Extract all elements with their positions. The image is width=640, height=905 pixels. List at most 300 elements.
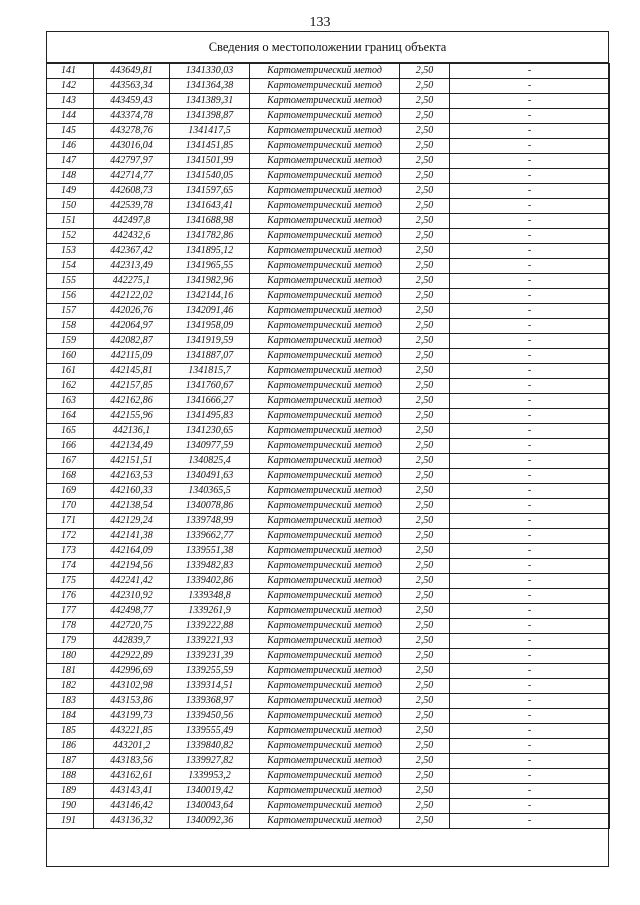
method-cell: Картометрический метод xyxy=(250,649,400,664)
method-cell: Картометрический метод xyxy=(250,499,400,514)
point-number-cell: 165 xyxy=(47,424,94,439)
method-cell: Картометрический метод xyxy=(250,724,400,739)
y-coordinate-cell: 1340078,86 xyxy=(170,499,250,514)
precision-cell: 2,50 xyxy=(400,589,450,604)
precision-cell: 2,50 xyxy=(400,499,450,514)
table-row xyxy=(47,529,610,544)
point-number-cell: 161 xyxy=(47,364,94,379)
description-cell: - xyxy=(450,784,610,799)
method-cell: Картометрический метод xyxy=(250,124,400,139)
table-row xyxy=(47,64,610,79)
page-number: 133 xyxy=(309,15,331,30)
description-cell: - xyxy=(450,439,610,454)
method-cell: Картометрический метод xyxy=(250,214,400,229)
table-row xyxy=(47,154,610,169)
precision-cell: 2,50 xyxy=(400,229,450,244)
precision-cell: 2,50 xyxy=(400,289,450,304)
point-number-cell: 156 xyxy=(47,289,94,304)
description-cell: - xyxy=(450,529,610,544)
y-coordinate-cell: 1341666,27 xyxy=(170,394,250,409)
description-cell: - xyxy=(450,394,610,409)
precision-cell: 2,50 xyxy=(400,679,450,694)
coordinates-table-body xyxy=(47,64,610,829)
x-coordinate-cell: 442367,42 xyxy=(94,244,170,259)
point-number-cell: 172 xyxy=(47,529,94,544)
precision-cell: 2,50 xyxy=(400,319,450,334)
point-number-cell: 151 xyxy=(47,214,94,229)
description-cell: - xyxy=(450,799,610,814)
table-row xyxy=(47,214,610,229)
y-coordinate-cell: 1341330,03 xyxy=(170,64,250,79)
y-coordinate-cell: 1341389,31 xyxy=(170,94,250,109)
x-coordinate-cell: 442145,81 xyxy=(94,364,170,379)
precision-cell: 2,50 xyxy=(400,259,450,274)
method-cell: Картометрический метод xyxy=(250,664,400,679)
precision-cell: 2,50 xyxy=(400,544,450,559)
point-number-cell: 168 xyxy=(47,469,94,484)
method-cell: Картометрический метод xyxy=(250,184,400,199)
y-coordinate-cell: 1340825,4 xyxy=(170,454,250,469)
table-row xyxy=(47,424,610,439)
y-coordinate-cell: 1339662,77 xyxy=(170,529,250,544)
method-cell: Картометрический метод xyxy=(250,589,400,604)
description-cell: - xyxy=(450,364,610,379)
description-cell: - xyxy=(450,304,610,319)
table-row xyxy=(47,649,610,664)
x-coordinate-cell: 442839,7 xyxy=(94,634,170,649)
method-cell: Картометрический метод xyxy=(250,274,400,289)
y-coordinate-cell: 1341895,12 xyxy=(170,244,250,259)
y-coordinate-cell: 1341643,41 xyxy=(170,199,250,214)
precision-cell: 2,50 xyxy=(400,574,450,589)
method-cell: Картометрический метод xyxy=(250,454,400,469)
point-number-cell: 154 xyxy=(47,259,94,274)
y-coordinate-cell: 1339368,97 xyxy=(170,694,250,709)
y-coordinate-cell: 1342091,46 xyxy=(170,304,250,319)
point-number-cell: 184 xyxy=(47,709,94,724)
y-coordinate-cell: 1339450,56 xyxy=(170,709,250,724)
y-coordinate-cell: 1340491,63 xyxy=(170,469,250,484)
y-coordinate-cell: 1340977,59 xyxy=(170,439,250,454)
y-coordinate-cell: 1339231,39 xyxy=(170,649,250,664)
x-coordinate-cell: 442122,02 xyxy=(94,289,170,304)
point-number-cell: 190 xyxy=(47,799,94,814)
y-coordinate-cell: 1339927,82 xyxy=(170,754,250,769)
table-row xyxy=(47,304,610,319)
table-row xyxy=(47,784,610,799)
description-cell: - xyxy=(450,739,610,754)
precision-cell: 2,50 xyxy=(400,604,450,619)
description-cell: - xyxy=(450,544,610,559)
description-cell: - xyxy=(450,754,610,769)
point-number-cell: 166 xyxy=(47,439,94,454)
point-number-cell: 143 xyxy=(47,94,94,109)
description-cell: - xyxy=(450,634,610,649)
table-row xyxy=(47,739,610,754)
table-row xyxy=(47,619,610,634)
table-row xyxy=(47,394,610,409)
precision-cell: 2,50 xyxy=(400,94,450,109)
point-number-cell: 179 xyxy=(47,634,94,649)
coordinates-table xyxy=(46,63,610,829)
x-coordinate-cell: 442194,56 xyxy=(94,559,170,574)
method-cell: Картометрический метод xyxy=(250,289,400,304)
point-number-cell: 169 xyxy=(47,484,94,499)
table-row xyxy=(47,724,610,739)
precision-cell: 2,50 xyxy=(400,64,450,79)
method-cell: Картометрический метод xyxy=(250,379,400,394)
precision-cell: 2,50 xyxy=(400,109,450,124)
x-coordinate-cell: 443649,81 xyxy=(94,64,170,79)
description-cell: - xyxy=(450,514,610,529)
method-cell: Картометрический метод xyxy=(250,364,400,379)
y-coordinate-cell: 1341230,65 xyxy=(170,424,250,439)
point-number-cell: 163 xyxy=(47,394,94,409)
x-coordinate-cell: 443459,43 xyxy=(94,94,170,109)
y-coordinate-cell: 1339255,59 xyxy=(170,664,250,679)
point-number-cell: 148 xyxy=(47,169,94,184)
method-cell: Картометрический метод xyxy=(250,139,400,154)
table-row xyxy=(47,289,610,304)
point-number-cell: 164 xyxy=(47,409,94,424)
x-coordinate-cell: 443143,41 xyxy=(94,784,170,799)
point-number-cell: 176 xyxy=(47,589,94,604)
point-number-cell: 187 xyxy=(47,754,94,769)
x-coordinate-cell: 443563,34 xyxy=(94,79,170,94)
description-cell: - xyxy=(450,79,610,94)
precision-cell: 2,50 xyxy=(400,529,450,544)
point-number-cell: 141 xyxy=(47,64,94,79)
x-coordinate-cell: 442160,33 xyxy=(94,484,170,499)
x-coordinate-cell: 443201,2 xyxy=(94,739,170,754)
precision-cell: 2,50 xyxy=(400,304,450,319)
method-cell: Картометрический метод xyxy=(250,739,400,754)
point-number-cell: 171 xyxy=(47,514,94,529)
x-coordinate-cell: 442082,87 xyxy=(94,334,170,349)
method-cell: Картометрический метод xyxy=(250,484,400,499)
x-coordinate-cell: 442163,53 xyxy=(94,469,170,484)
precision-cell: 2,50 xyxy=(400,664,450,679)
point-number-cell: 177 xyxy=(47,604,94,619)
point-number-cell: 160 xyxy=(47,349,94,364)
y-coordinate-cell: 1341887,07 xyxy=(170,349,250,364)
y-coordinate-cell: 1341982,96 xyxy=(170,274,250,289)
x-coordinate-cell: 442432,6 xyxy=(94,229,170,244)
precision-cell: 2,50 xyxy=(400,439,450,454)
method-cell: Картометрический метод xyxy=(250,319,400,334)
point-number-cell: 153 xyxy=(47,244,94,259)
method-cell: Картометрический метод xyxy=(250,604,400,619)
table-row xyxy=(47,319,610,334)
y-coordinate-cell: 1341760,67 xyxy=(170,379,250,394)
y-coordinate-cell: 1341597,65 xyxy=(170,184,250,199)
precision-cell: 2,50 xyxy=(400,739,450,754)
description-cell: - xyxy=(450,694,610,709)
precision-cell: 2,50 xyxy=(400,814,450,829)
table-row xyxy=(47,589,610,604)
description-cell: - xyxy=(450,229,610,244)
x-coordinate-cell: 442141,38 xyxy=(94,529,170,544)
x-coordinate-cell: 443199,73 xyxy=(94,709,170,724)
y-coordinate-cell: 1341495,83 xyxy=(170,409,250,424)
precision-cell: 2,50 xyxy=(400,709,450,724)
y-coordinate-cell: 1339748,99 xyxy=(170,514,250,529)
description-cell: - xyxy=(450,139,610,154)
description-cell: - xyxy=(450,124,610,139)
y-coordinate-cell: 1341782,86 xyxy=(170,229,250,244)
method-cell: Картометрический метод xyxy=(250,574,400,589)
precision-cell: 2,50 xyxy=(400,169,450,184)
description-cell: - xyxy=(450,649,610,664)
description-cell: - xyxy=(450,559,610,574)
point-number-cell: 155 xyxy=(47,274,94,289)
method-cell: Картометрический метод xyxy=(250,304,400,319)
y-coordinate-cell: 1339261,9 xyxy=(170,604,250,619)
precision-cell: 2,50 xyxy=(400,79,450,94)
table-row xyxy=(47,544,610,559)
precision-cell: 2,50 xyxy=(400,364,450,379)
x-coordinate-cell: 443146,42 xyxy=(94,799,170,814)
precision-cell: 2,50 xyxy=(400,694,450,709)
precision-cell: 2,50 xyxy=(400,484,450,499)
x-coordinate-cell: 442275,1 xyxy=(94,274,170,289)
table-row xyxy=(47,409,610,424)
x-coordinate-cell: 442922,89 xyxy=(94,649,170,664)
method-cell: Картометрический метод xyxy=(250,799,400,814)
table-row xyxy=(47,184,610,199)
x-coordinate-cell: 443136,32 xyxy=(94,814,170,829)
x-coordinate-cell: 442151,51 xyxy=(94,454,170,469)
x-coordinate-cell: 442996,69 xyxy=(94,664,170,679)
description-cell: - xyxy=(450,664,610,679)
y-coordinate-cell: 1341540,05 xyxy=(170,169,250,184)
description-cell: - xyxy=(450,469,610,484)
point-number-cell: 185 xyxy=(47,724,94,739)
y-coordinate-cell: 1340043,64 xyxy=(170,799,250,814)
table-row xyxy=(47,469,610,484)
y-coordinate-cell: 1341364,38 xyxy=(170,79,250,94)
precision-cell: 2,50 xyxy=(400,649,450,664)
description-cell: - xyxy=(450,679,610,694)
y-coordinate-cell: 1341501,99 xyxy=(170,154,250,169)
method-cell: Картометрический метод xyxy=(250,394,400,409)
method-cell: Картометрический метод xyxy=(250,109,400,124)
method-cell: Картометрический метод xyxy=(250,814,400,829)
table-row xyxy=(47,124,610,139)
table-row xyxy=(47,364,610,379)
method-cell: Картометрический метод xyxy=(250,709,400,724)
y-coordinate-cell: 1340365,5 xyxy=(170,484,250,499)
table-row xyxy=(47,679,610,694)
point-number-cell: 173 xyxy=(47,544,94,559)
precision-cell: 2,50 xyxy=(400,154,450,169)
y-coordinate-cell: 1341815,7 xyxy=(170,364,250,379)
x-coordinate-cell: 442310,92 xyxy=(94,589,170,604)
table-row xyxy=(47,274,610,289)
precision-cell: 2,50 xyxy=(400,214,450,229)
x-coordinate-cell: 442797,97 xyxy=(94,154,170,169)
precision-cell: 2,50 xyxy=(400,784,450,799)
table-row xyxy=(47,559,610,574)
point-number-cell: 149 xyxy=(47,184,94,199)
precision-cell: 2,50 xyxy=(400,199,450,214)
description-cell: - xyxy=(450,244,610,259)
x-coordinate-cell: 442313,49 xyxy=(94,259,170,274)
table-row xyxy=(47,709,610,724)
description-cell: - xyxy=(450,109,610,124)
table-row xyxy=(47,814,610,829)
point-number-cell: 183 xyxy=(47,694,94,709)
method-cell: Картометрический метод xyxy=(250,79,400,94)
y-coordinate-cell: 1341965,55 xyxy=(170,259,250,274)
description-cell: - xyxy=(450,274,610,289)
precision-cell: 2,50 xyxy=(400,424,450,439)
x-coordinate-cell: 442608,73 xyxy=(94,184,170,199)
precision-cell: 2,50 xyxy=(400,139,450,154)
y-coordinate-cell: 1339840,82 xyxy=(170,739,250,754)
precision-cell: 2,50 xyxy=(400,274,450,289)
precision-cell: 2,50 xyxy=(400,454,450,469)
method-cell: Картометрический метод xyxy=(250,259,400,274)
x-coordinate-cell: 443102,98 xyxy=(94,679,170,694)
method-cell: Картометрический метод xyxy=(250,469,400,484)
point-number-cell: 178 xyxy=(47,619,94,634)
precision-cell: 2,50 xyxy=(400,754,450,769)
precision-cell: 2,50 xyxy=(400,394,450,409)
description-cell: - xyxy=(450,619,610,634)
description-cell: - xyxy=(450,724,610,739)
y-coordinate-cell: 1339221,93 xyxy=(170,634,250,649)
method-cell: Картометрический метод xyxy=(250,619,400,634)
point-number-cell: 170 xyxy=(47,499,94,514)
table-title: Сведения о местоположении границ объекта xyxy=(47,32,608,63)
description-cell: - xyxy=(450,199,610,214)
precision-cell: 2,50 xyxy=(400,559,450,574)
description-cell: - xyxy=(450,319,610,334)
method-cell: Картометрический метод xyxy=(250,439,400,454)
y-coordinate-cell: 1339953,2 xyxy=(170,769,250,784)
table-row xyxy=(47,634,610,649)
point-number-cell: 189 xyxy=(47,784,94,799)
point-number-cell: 159 xyxy=(47,334,94,349)
description-cell: - xyxy=(450,154,610,169)
table-row xyxy=(47,439,610,454)
precision-cell: 2,50 xyxy=(400,634,450,649)
table-row xyxy=(47,484,610,499)
y-coordinate-cell: 1341958,09 xyxy=(170,319,250,334)
method-cell: Картометрический метод xyxy=(250,544,400,559)
precision-cell: 2,50 xyxy=(400,124,450,139)
point-number-cell: 157 xyxy=(47,304,94,319)
precision-cell: 2,50 xyxy=(400,334,450,349)
method-cell: Картометрический метод xyxy=(250,514,400,529)
point-number-cell: 158 xyxy=(47,319,94,334)
method-cell: Картометрический метод xyxy=(250,349,400,364)
table-row xyxy=(47,799,610,814)
y-coordinate-cell: 1339348,8 xyxy=(170,589,250,604)
method-cell: Картометрический метод xyxy=(250,409,400,424)
y-coordinate-cell: 1340092,36 xyxy=(170,814,250,829)
x-coordinate-cell: 442129,24 xyxy=(94,514,170,529)
description-cell: - xyxy=(450,334,610,349)
description-cell: - xyxy=(450,424,610,439)
y-coordinate-cell: 1341417,5 xyxy=(170,124,250,139)
method-cell: Картометрический метод xyxy=(250,694,400,709)
description-cell: - xyxy=(450,379,610,394)
table-row xyxy=(47,574,610,589)
method-cell: Картометрический метод xyxy=(250,529,400,544)
description-cell: - xyxy=(450,769,610,784)
description-cell: - xyxy=(450,259,610,274)
table-row xyxy=(47,244,610,259)
y-coordinate-cell: 1339222,88 xyxy=(170,619,250,634)
table-row xyxy=(47,694,610,709)
table-row xyxy=(47,499,610,514)
y-coordinate-cell: 1339555,49 xyxy=(170,724,250,739)
point-number-cell: 147 xyxy=(47,154,94,169)
description-cell: - xyxy=(450,289,610,304)
x-coordinate-cell: 443221,85 xyxy=(94,724,170,739)
precision-cell: 2,50 xyxy=(400,769,450,784)
table-row xyxy=(47,139,610,154)
x-coordinate-cell: 442164,09 xyxy=(94,544,170,559)
table-row xyxy=(47,169,610,184)
table-row xyxy=(47,454,610,469)
x-coordinate-cell: 442026,76 xyxy=(94,304,170,319)
description-cell: - xyxy=(450,454,610,469)
y-coordinate-cell: 1341451,85 xyxy=(170,139,250,154)
x-coordinate-cell: 442497,8 xyxy=(94,214,170,229)
description-cell: - xyxy=(450,214,610,229)
x-coordinate-cell: 442064,97 xyxy=(94,319,170,334)
x-coordinate-cell: 442155,96 xyxy=(94,409,170,424)
table-row xyxy=(47,754,610,769)
boundary-table-frame xyxy=(46,31,609,867)
description-cell: - xyxy=(450,814,610,829)
precision-cell: 2,50 xyxy=(400,244,450,259)
description-cell: - xyxy=(450,604,610,619)
y-coordinate-cell: 1339551,38 xyxy=(170,544,250,559)
precision-cell: 2,50 xyxy=(400,724,450,739)
point-number-cell: 142 xyxy=(47,79,94,94)
x-coordinate-cell: 443153,86 xyxy=(94,694,170,709)
table-row xyxy=(47,94,610,109)
method-cell: Картометрический метод xyxy=(250,229,400,244)
precision-cell: 2,50 xyxy=(400,514,450,529)
x-coordinate-cell: 442157,85 xyxy=(94,379,170,394)
x-coordinate-cell: 442162,86 xyxy=(94,394,170,409)
x-coordinate-cell: 442720,75 xyxy=(94,619,170,634)
table-row xyxy=(47,349,610,364)
table-row xyxy=(47,259,610,274)
table-row xyxy=(47,229,610,244)
x-coordinate-cell: 443016,04 xyxy=(94,139,170,154)
table-row xyxy=(47,109,610,124)
precision-cell: 2,50 xyxy=(400,349,450,364)
method-cell: Картометрический метод xyxy=(250,559,400,574)
y-coordinate-cell: 1339482,83 xyxy=(170,559,250,574)
method-cell: Картометрический метод xyxy=(250,154,400,169)
description-cell: - xyxy=(450,349,610,364)
description-cell: - xyxy=(450,574,610,589)
method-cell: Картометрический метод xyxy=(250,244,400,259)
description-cell: - xyxy=(450,409,610,424)
table-row xyxy=(47,664,610,679)
x-coordinate-cell: 442241,42 xyxy=(94,574,170,589)
x-coordinate-cell: 443374,78 xyxy=(94,109,170,124)
x-coordinate-cell: 442138,54 xyxy=(94,499,170,514)
method-cell: Картометрический метод xyxy=(250,679,400,694)
